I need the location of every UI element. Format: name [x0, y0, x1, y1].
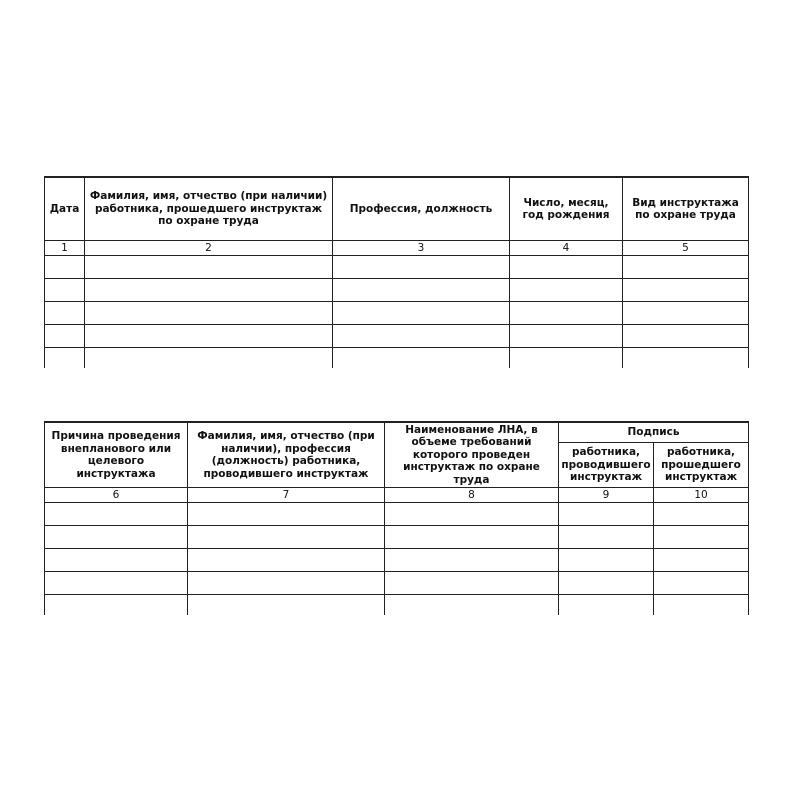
header-signature-group: Подпись	[559, 422, 749, 443]
table-row	[45, 348, 749, 369]
column-number: 7	[188, 488, 385, 503]
table-cell[interactable]	[559, 549, 654, 572]
table-cell[interactable]	[188, 526, 385, 549]
table-cell[interactable]	[45, 503, 188, 526]
table-cell[interactable]	[85, 256, 333, 279]
table-cell[interactable]	[654, 549, 749, 572]
table-cell[interactable]	[188, 503, 385, 526]
table-cell[interactable]	[85, 325, 333, 348]
header-signature-trainee: работника, прошедшего инструктаж	[654, 443, 749, 488]
table-cell[interactable]	[385, 572, 559, 595]
table-cell[interactable]	[45, 595, 188, 616]
column-number-row	[45, 241, 749, 256]
table-cell[interactable]	[510, 325, 623, 348]
table-cell[interactable]	[188, 572, 385, 595]
table-cell[interactable]	[654, 526, 749, 549]
table-cell[interactable]	[510, 302, 623, 325]
table-cell[interactable]	[654, 572, 749, 595]
header-signature-instructor: работника, проводившего инструктаж	[559, 443, 654, 488]
column-number: 3	[333, 241, 510, 256]
table-cell[interactable]	[333, 348, 510, 369]
table-cell[interactable]	[333, 279, 510, 302]
header-birth-date: Число, месяц, год рождения	[510, 177, 623, 241]
table-cell[interactable]	[559, 526, 654, 549]
column-number: 8	[385, 488, 559, 503]
header-row	[45, 177, 749, 241]
table-cell[interactable]	[45, 256, 85, 279]
table-cell[interactable]	[45, 526, 188, 549]
header-lna-name: Наименование ЛНА, в объеме требований которого проведен инструктаж по охране труда	[385, 422, 559, 488]
header-reason: Причина проведения внепланового или целевого инструктажа	[45, 422, 188, 488]
table-cell[interactable]	[85, 348, 333, 369]
table-cell[interactable]	[654, 503, 749, 526]
journal-table-1	[44, 176, 749, 368]
table-cell[interactable]	[385, 526, 559, 549]
table-cell[interactable]	[85, 279, 333, 302]
table-cell[interactable]	[45, 302, 85, 325]
column-number: 2	[85, 241, 333, 256]
table-row	[45, 325, 749, 348]
table-cell[interactable]	[45, 549, 188, 572]
table-row	[45, 526, 749, 549]
table-cell[interactable]	[188, 595, 385, 616]
column-number: 10	[654, 488, 749, 503]
table-cell[interactable]	[45, 279, 85, 302]
table-cell[interactable]	[85, 302, 333, 325]
table-cell[interactable]	[188, 549, 385, 572]
table-cell[interactable]	[333, 256, 510, 279]
table-cell[interactable]	[45, 325, 85, 348]
table-cell[interactable]	[45, 348, 85, 369]
table-cell[interactable]	[510, 279, 623, 302]
table-cell[interactable]	[623, 279, 749, 302]
table-cell[interactable]	[559, 595, 654, 616]
table-cell[interactable]	[510, 256, 623, 279]
table-cell[interactable]	[559, 572, 654, 595]
table-cell[interactable]	[623, 325, 749, 348]
column-number: 1	[45, 241, 85, 256]
table-cell[interactable]	[654, 595, 749, 616]
column-number: 5	[623, 241, 749, 256]
table-row	[45, 572, 749, 595]
table-row	[45, 279, 749, 302]
column-number: 6	[45, 488, 188, 503]
table-row	[45, 256, 749, 279]
table-row	[45, 503, 749, 526]
table-cell[interactable]	[623, 256, 749, 279]
header-row	[45, 422, 749, 443]
journal-table-2	[44, 421, 749, 615]
header-date: Дата	[45, 177, 85, 241]
table-cell[interactable]	[333, 325, 510, 348]
table-row	[45, 302, 749, 325]
table-row	[45, 595, 749, 616]
header-instruction-type: Вид инструктажа по охране труда	[623, 177, 749, 241]
column-number-row	[45, 488, 749, 503]
header-profession: Профессия, должность	[333, 177, 510, 241]
header-fio-instructor: Фамилия, имя, отчество (при наличии), профессия (должность) работника, проводившего инструктаж	[188, 422, 385, 488]
table-cell[interactable]	[623, 348, 749, 369]
table-row	[45, 549, 749, 572]
table-cell[interactable]	[333, 302, 510, 325]
table-cell[interactable]	[623, 302, 749, 325]
table-cell[interactable]	[385, 549, 559, 572]
column-number: 4	[510, 241, 623, 256]
table-cell[interactable]	[385, 595, 559, 616]
column-number: 9	[559, 488, 654, 503]
header-fio-trainee: Фамилия, имя, отчество (при наличии) работника, прошедшего инструктаж по охране труда	[85, 177, 333, 241]
table-cell[interactable]	[385, 503, 559, 526]
table-cell[interactable]	[45, 572, 188, 595]
table-cell[interactable]	[510, 348, 623, 369]
table-cell[interactable]	[559, 503, 654, 526]
